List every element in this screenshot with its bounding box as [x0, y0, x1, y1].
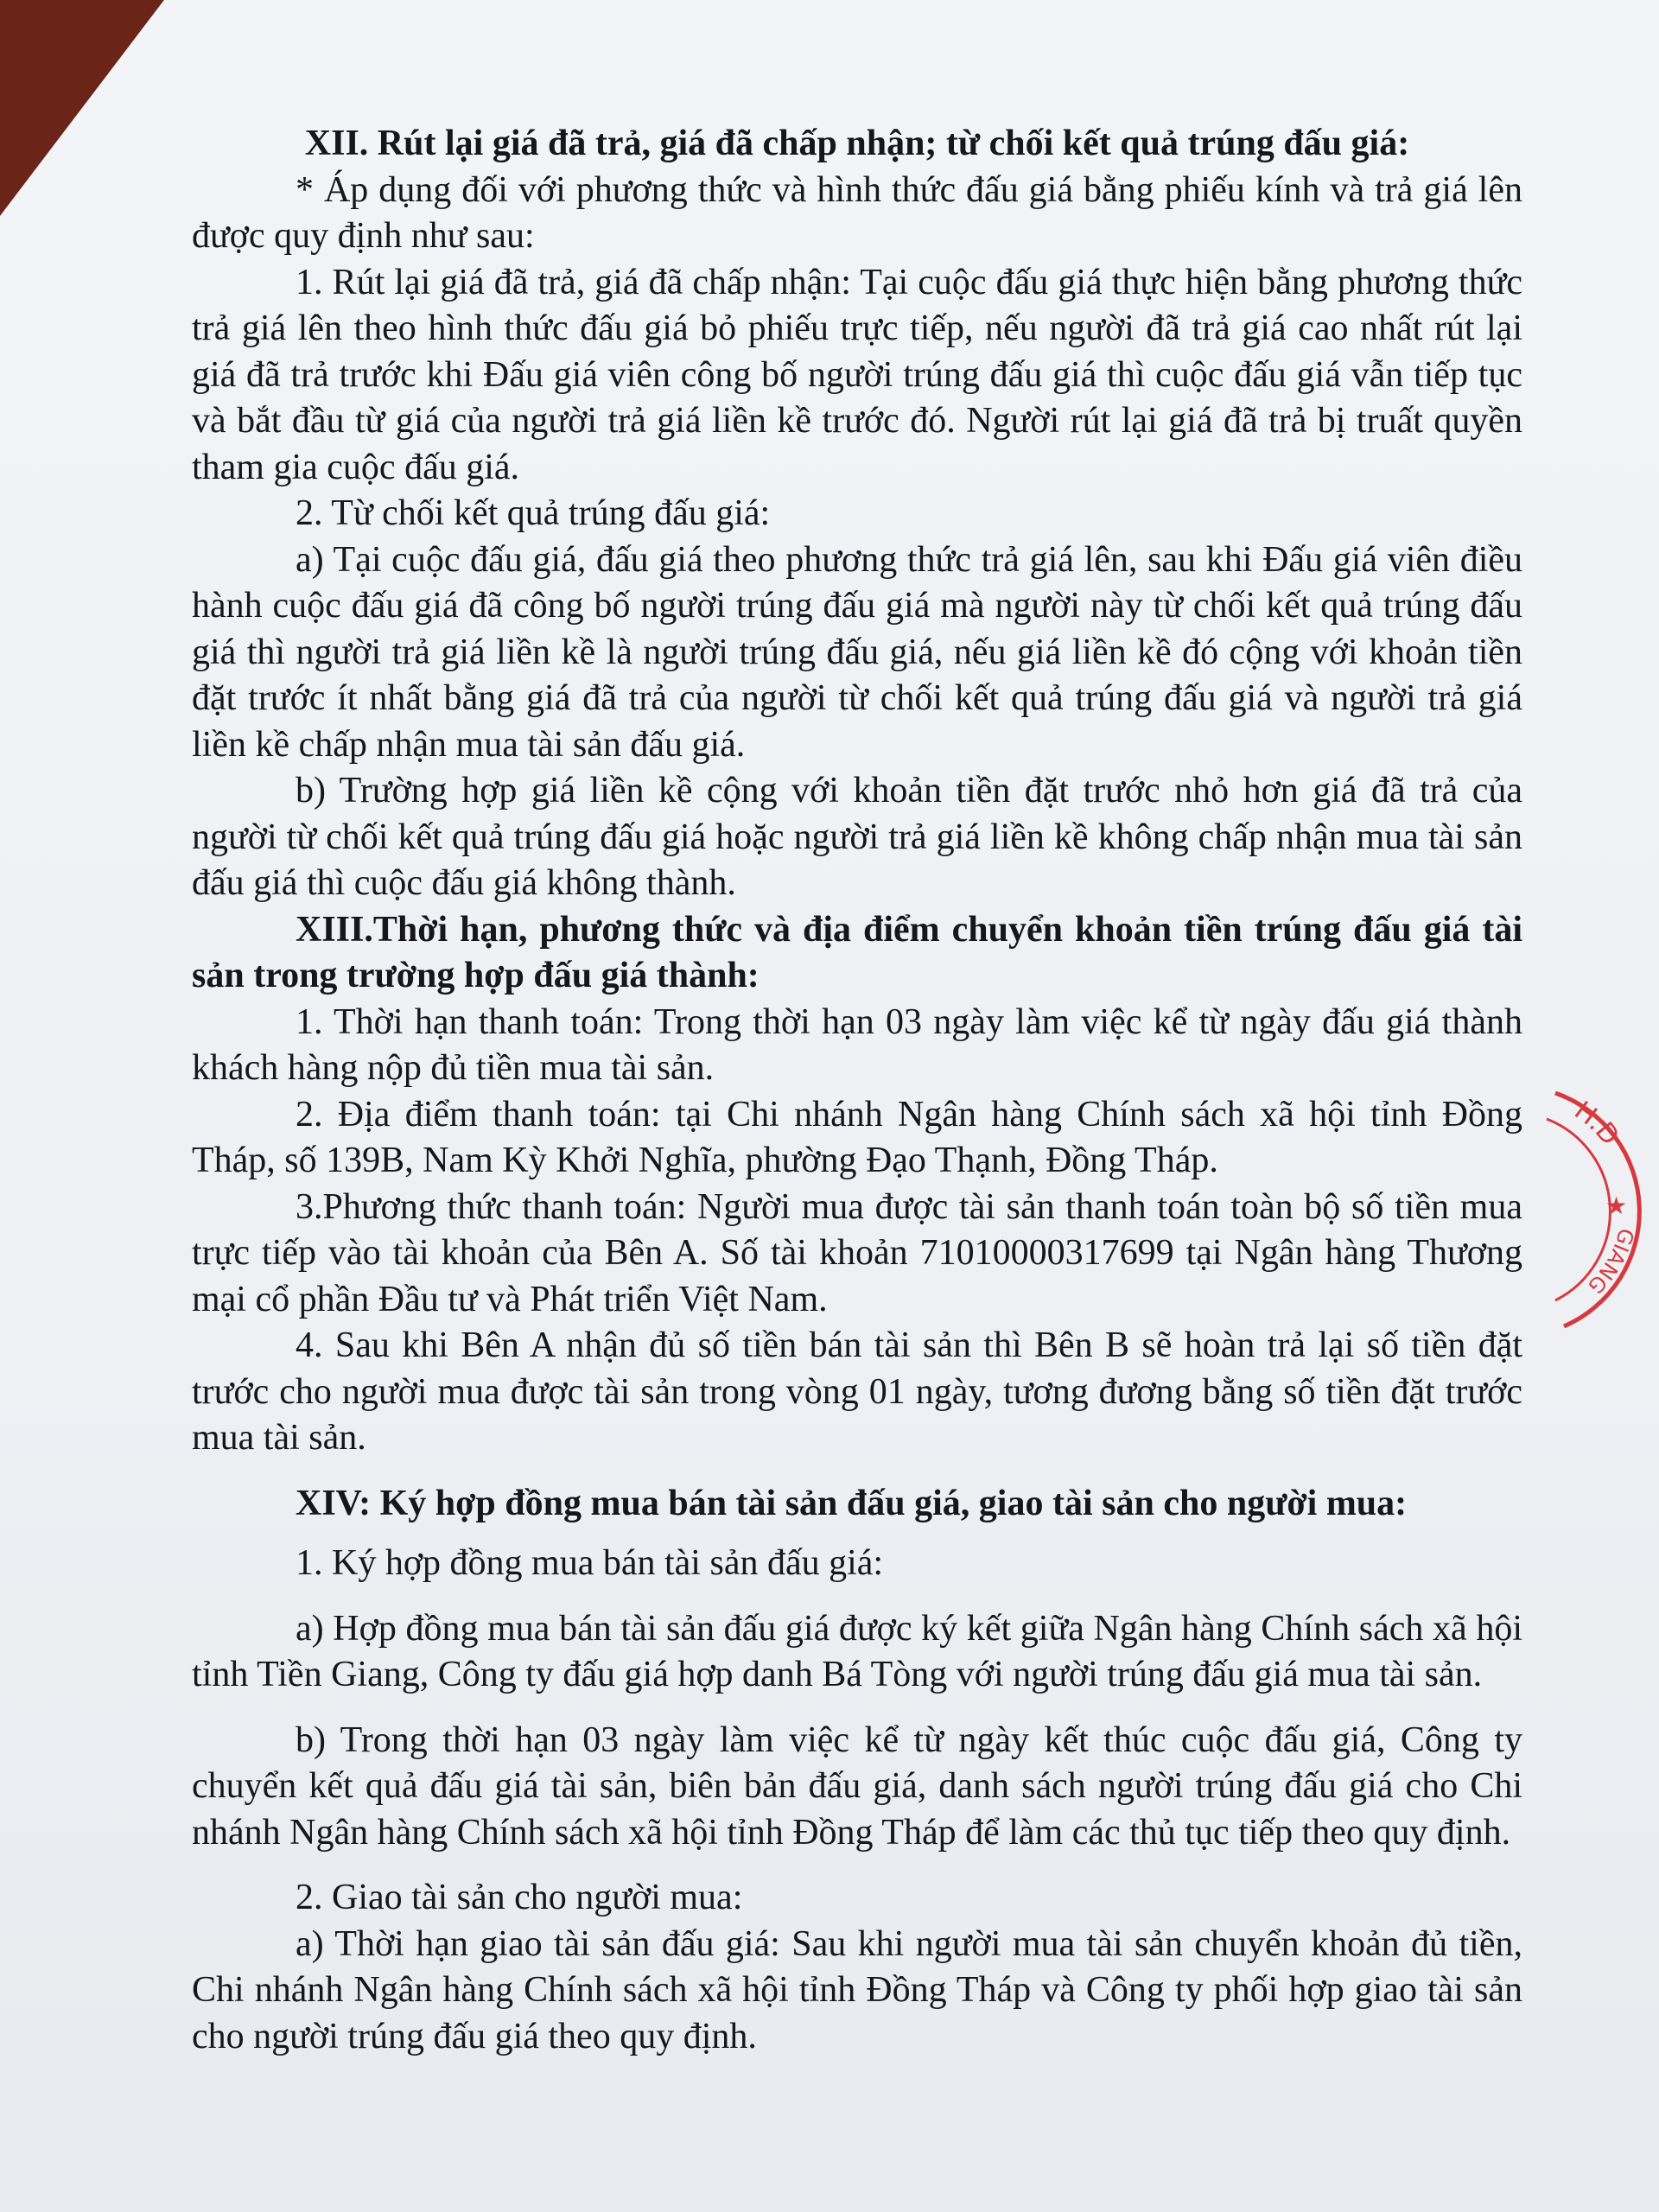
section-13-item-4: 4. Sau khi Bên A nhận đủ số tiền bán tài sản thì Bên B sẽ hoàn trả lại số tiền đặt trước cho người mua được tài sản trong vòng 01 ngày, tương đương bằng số tiền đặt trước mua tài sản. — [192, 1325, 1522, 1458]
svg-text:★: ★ — [1605, 1192, 1628, 1220]
red-seal-stamp — [1521, 1080, 1659, 1339]
section-12-item-1: 1. Rút lại giá đã trả, giá đã chấp nhận: Tại cuộc đấu giá thực hiện bằng phương thức trả giá lên theo hình thức đấu giá bỏ phiếu trực tiếp, nếu người đã trả giá cao nhất rút lại giá đã trả trước khi Đấu giá viên công bố người trúng đấu giá thì cuộc đấu giá vẫn tiếp tục và bắt đầu từ giá của người trả giá liền kề trước đó. Người rút lại giá đã trả bị truất quyền tham gia cuộc đấu giá. — [192, 262, 1522, 487]
section-13-title: XIII.Thời hạn, phương thức và địa điểm chuyển khoản tiền trúng đấu giá tài sản trong trường hợp đấu giá thành: — [192, 909, 1522, 995]
section-14-item-1b: b) Trong thời hạn 03 ngày làm việc kể từ ngày kết thúc cuộc đấu giá, Công ty chuyển kết quả đấu giá tài sản, biên bản đấu giá, danh sách người trúng đấu giá cho Chi nhánh Ngân hàng Chính sách xã hội tỉnh Đồng Tháp để làm các thủ tục tiếp theo quy định. — [192, 1719, 1522, 1853]
section-13-item-3: 3.Phương thức thanh toán: Người mua được tài sản thanh toán toàn bộ số tiền mua trực tiếp vào tài khoản của Bên A. Số tài khoản 71010000317699 tại Ngân hàng Thương mại cổ phần Đầu tư và Phát triển Việt Nam. — [192, 1186, 1522, 1319]
stamp-text-top: H.D — [1568, 1095, 1625, 1152]
section-14-item-1: 1. Ký hợp đồng mua bán tài sản đấu giá: — [296, 1543, 884, 1583]
section-13-item-2: 2. Địa điểm thanh toán: tại Chi nhánh Ngân hàng Chính sách xã hội tỉnh Đồng Tháp, số 139B, Nam Kỳ Khởi Nghĩa, phường Đạo Thạnh, Đồng Tháp. — [192, 1094, 1522, 1180]
document-body — [192, 121, 1522, 2060]
section-12-intro: * Áp dụng đối với phương thức và hình thức đấu giá bằng phiếu kính và trả giá lên được quy định như sau: — [192, 169, 1522, 256]
section-14-item-2a: a) Thời hạn giao tài sản đấu giá: Sau khi người mua tài sản chuyển khoản đủ tiền, Chi nhánh Ngân hàng Chính sách xã hội tỉnh Đồng Tháp và Công ty phối hợp giao tài sản cho người trúng đấu giá theo quy định. — [192, 1923, 1522, 2056]
section-13-item-1: 1. Thời hạn thanh toán: Trong thời hạn 03 ngày làm việc kể từ ngày đấu giá thành khách hàng nộp đủ tiền mua tài sản. — [192, 1001, 1522, 1088]
section-12-item-2a: a) Tại cuộc đấu giá, đấu giá theo phương thức trả giá lên, sau khi Đấu giá viên điều hành cuộc đấu giá đã công bố người trúng đấu giá mà người này từ chối kết quả trúng đấu giá thì người trả giá liền kề là người trúng đấu giá, nếu giá liền kề đó cộng với khoản tiền đặt trước ít nhất bằng giá đã trả của người từ chối kết quả trúng đấu giá và người trả giá liền kề chấp nhận mua tài sản đấu giá. — [192, 539, 1522, 765]
section-14-title: XIV: Ký hợp đồng mua bán tài sản đấu giá, giao tài sản cho người mua: — [296, 1483, 1408, 1523]
section-12-item-2b: b) Trường hợp giá liền kề cộng với khoản tiền đặt trước nhỏ hơn giá đã trả của người từ chối kết quả trúng đấu giá hoặc người trả giá liền kề không chấp nhận mua tài sản đấu giá thì cuộc đấu giá không thành. — [192, 771, 1522, 903]
section-12-title: XII. Rút lại giá đã trả, giá đã chấp nhận; từ chối kết quả trúng đấu giá: — [304, 124, 1410, 163]
stamp-text-bottom: GIANG — [1583, 1225, 1639, 1299]
section-12-item-2: 2. Từ chối kết quả trúng đấu giá: — [296, 493, 771, 533]
section-14-item-1a: a) Hợp đồng mua bán tài sản đấu giá được ký kết giữa Ngân hàng Chính sách xã hội tỉnh Tiền Giang, Công ty đấu giá hợp danh Bá Tòng với người trúng đấu giá mua tài sản. — [192, 1608, 1522, 1694]
section-14-item-2: 2. Giao tài sản cho người mua: — [296, 1878, 743, 1917]
